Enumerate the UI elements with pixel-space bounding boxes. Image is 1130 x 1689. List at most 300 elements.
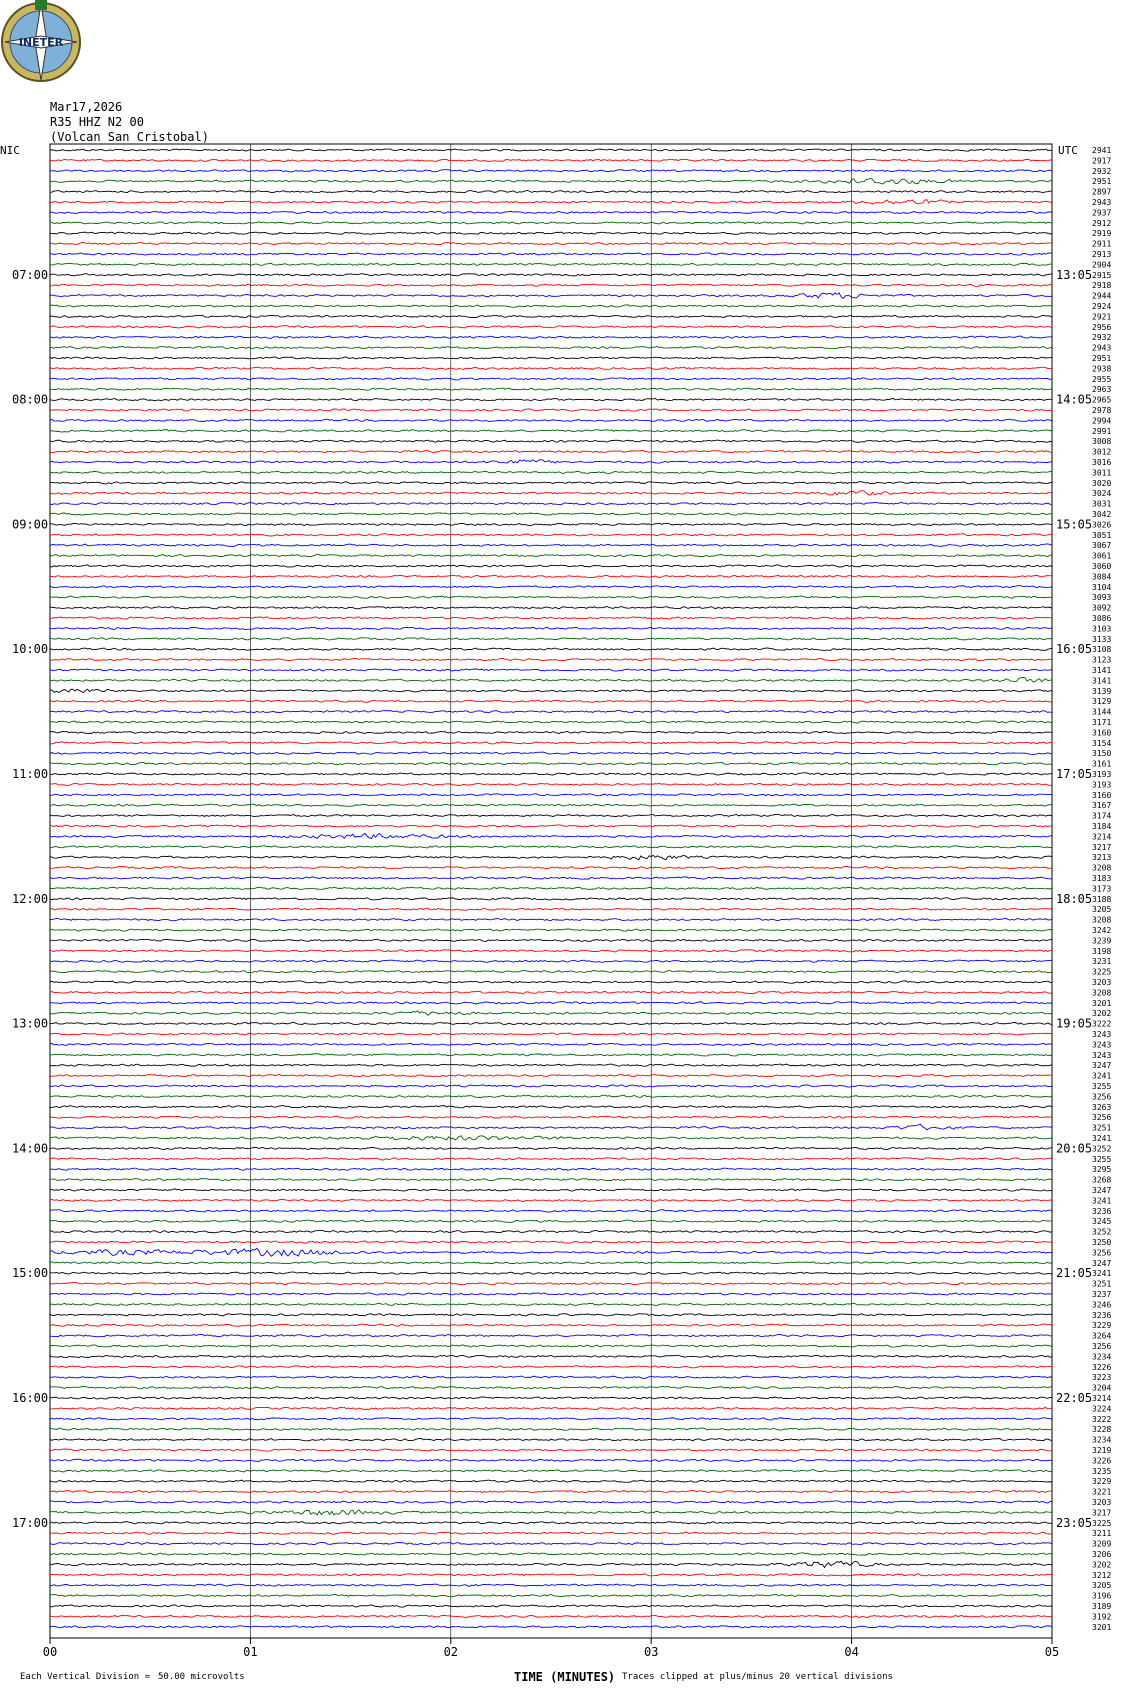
trace-row [50,482,1052,484]
left-hour-label: 15:00 [12,1266,49,1281]
right-zone-label: UTC [1058,144,1078,157]
row-value-label: 3202 [1092,1009,1112,1019]
row-value-label: 3196 [1092,1591,1112,1601]
trace-row [50,149,1052,151]
trace-row [50,1510,1052,1515]
row-value-label: 3160 [1092,790,1112,800]
left-hour-label: 10:00 [12,642,49,657]
trace-row [50,804,1052,806]
row-value-label: 3256 [1092,1248,1112,1258]
trace-row [50,1376,1052,1378]
row-value-label: 3225 [1092,967,1112,977]
row-value-label: 2965 [1092,395,1112,405]
trace-row [50,544,1052,546]
trace-row [50,200,1052,204]
row-value-label: 3239 [1092,936,1112,946]
row-value-label: 3241 [1092,1071,1112,1081]
trace-row [50,1085,1052,1087]
right-hour-label: 19:05 [1056,1016,1093,1031]
trace-row [50,1470,1052,1472]
trace-row [50,939,1052,941]
x-axis-title: TIME (MINUTES) [514,1670,616,1684]
row-value-label: 3093 [1092,593,1112,603]
row-value-label: 3247 [1092,1061,1112,1071]
x-tick-label: 02 [443,1645,459,1659]
row-value-label: 3092 [1092,603,1112,613]
trace-row [50,846,1052,848]
trace-row [50,1418,1052,1420]
row-value-label: 3183 [1092,874,1112,883]
row-value-label: 3189 [1092,1602,1112,1611]
trace-row [50,1407,1052,1409]
trace-row [50,1241,1052,1243]
trace-row [50,689,1052,692]
trace-row [50,1428,1052,1430]
row-value-label: 2918 [1092,281,1112,291]
row-value-label: 2921 [1092,312,1112,322]
trace-row [50,347,1052,349]
row-value-label: 3133 [1092,634,1112,644]
row-value-label: 2913 [1092,250,1112,259]
trace-row [50,1449,1052,1451]
row-value-label: 2994 [1092,416,1112,426]
row-value-label: 3188 [1092,894,1112,904]
row-value-label: 3160 [1092,728,1112,738]
row-value-label: 3235 [1092,1466,1112,1476]
row-value-label: 3251 [1092,1123,1112,1133]
trace-row [50,513,1052,515]
row-value-label: 3247 [1092,1258,1112,1268]
division-label: Each Vertical Division = [20,1672,151,1682]
row-value-label: 3229 [1092,1477,1112,1487]
row-value-label: 2951 [1092,177,1112,187]
left-zone-label: NIC [0,144,20,157]
row-value-label: 3144 [1092,707,1112,717]
row-value-label: 3173 [1092,884,1112,894]
row-value-label: 3219 [1092,1446,1112,1455]
right-hour-label: 20:05 [1056,1141,1093,1156]
row-value-label: 2956 [1092,322,1112,332]
trace-row [50,783,1052,785]
trace-row [50,178,1052,184]
clip-note: Traces clipped at plus/minus 20 vertical divisions [622,1672,893,1682]
trace-row [50,617,1052,619]
row-value-label: 2978 [1092,406,1112,415]
row-value-label: 3205 [1092,905,1112,915]
left-hour-label: 17:00 [12,1515,49,1530]
row-value-label: 3264 [1092,1331,1112,1341]
right-hour-label: 22:05 [1056,1391,1093,1405]
row-value-label: 3060 [1092,562,1112,571]
row-value-label: 3167 [1092,801,1112,811]
trace-row [50,648,1052,650]
trace-row [50,627,1052,629]
trace-row [50,1626,1052,1628]
trace-row [50,242,1052,244]
row-value-label: 3221 [1092,1487,1112,1497]
trace-row [50,1136,1052,1140]
row-value-label: 3150 [1092,749,1112,759]
trace-row [50,586,1052,588]
trace-row [50,1480,1052,1482]
row-value-label: 3214 [1092,1394,1112,1403]
trace-row [50,1262,1052,1264]
row-value-label: 3243 [1092,1040,1112,1050]
trace-row [50,222,1052,224]
row-value-label: 3247 [1092,1186,1112,1195]
row-value-label: 3198 [1092,946,1112,956]
row-value-label: 3236 [1092,1206,1112,1216]
trace-row [50,1168,1052,1170]
trace-row [50,253,1052,255]
row-value-label: 3026 [1092,520,1112,530]
row-value-label: 3108 [1092,645,1112,655]
row-value-label: 3205 [1092,1581,1112,1591]
trace-row [50,565,1052,567]
station-label: (Volcan San Cristobal) [50,130,209,144]
row-value-label: 3228 [1092,1425,1112,1435]
row-value-label: 2937 [1092,208,1112,218]
row-value-label: 3204 [1092,1383,1112,1393]
row-value-label: 3206 [1092,1550,1112,1559]
trace-row [50,1574,1052,1576]
row-value-label: 2911 [1092,239,1112,249]
row-value-label: 2932 [1092,333,1112,343]
row-value-label: 2915 [1092,270,1112,280]
trace-row [50,981,1052,983]
row-value-label: 3139 [1092,686,1112,696]
trace-row [50,596,1052,598]
left-hour-label: 08:00 [12,392,49,407]
row-value-label: 3012 [1092,447,1112,457]
row-value-label: 3011 [1092,468,1112,478]
row-value-label: 2951 [1092,354,1112,363]
row-value-label: 3020 [1092,478,1112,488]
row-value-label: 2924 [1092,302,1112,311]
trace-row [50,1334,1052,1336]
right-hour-label: 18:05 [1056,891,1093,906]
row-value-label: 3129 [1092,697,1112,707]
trace-row [50,1248,1052,1256]
row-value-label: 3203 [1092,978,1112,987]
row-value-label: 3184 [1092,822,1112,831]
row-value-label: 2932 [1092,166,1112,176]
trace-row [50,1303,1052,1305]
row-value-label: 3236 [1092,1310,1112,1320]
trace-row [50,460,1052,463]
trace-row [50,1532,1052,1534]
trace-row [50,1543,1052,1545]
trace-row [50,1210,1052,1212]
trace-row [50,159,1052,161]
trace-row [50,731,1052,733]
row-value-label: 2955 [1092,374,1112,384]
row-value-label: 3256 [1092,1342,1112,1351]
row-value-label: 3086 [1092,614,1112,623]
trace-row [50,378,1052,380]
trace-row [50,1605,1052,1607]
trace-row [50,232,1052,234]
trace-row [50,1106,1052,1108]
trace-row [50,523,1052,525]
x-tick-label: 03 [643,1645,659,1659]
trace-row [50,1043,1052,1045]
row-value-label: 3243 [1092,1030,1112,1039]
trace-row [50,908,1052,910]
row-value-label: 3256 [1092,1113,1112,1123]
row-value-label: 3237 [1092,1290,1112,1299]
division-value: 50.00 microvolts [158,1672,245,1682]
row-value-label: 3193 [1092,780,1112,790]
row-value-label: 3226 [1092,1362,1112,1372]
row-value-label: 3061 [1092,551,1112,561]
trace-row [50,293,1052,298]
trace-row [50,409,1052,411]
row-value-label: 2943 [1092,198,1112,207]
trace-row [50,471,1052,473]
row-value-label: 3251 [1092,1279,1112,1289]
row-value-label: 3224 [1092,1404,1112,1414]
row-value-label: 3154 [1092,738,1112,748]
row-value-label: 3016 [1092,458,1112,467]
trace-row [50,742,1052,744]
trace-row [50,1179,1052,1181]
trace-row [50,1230,1052,1232]
row-value-label: 3222 [1092,1414,1112,1424]
row-value-label: 3203 [1092,1498,1112,1507]
row-value-label: 3241 [1092,1134,1112,1143]
row-value-label: 3243 [1092,1050,1112,1060]
trace-row [50,677,1052,682]
row-value-label: 3241 [1092,1196,1112,1206]
row-value-label: 3234 [1092,1435,1112,1445]
left-hour-label: 07:00 [12,267,49,282]
trace-row [50,263,1052,265]
row-value-label: 3208 [1092,915,1112,925]
row-value-label: 3295 [1092,1165,1112,1175]
row-value-label: 3008 [1092,437,1112,447]
trace-row [50,898,1052,900]
row-value-label: 3214 [1092,832,1112,842]
row-value-label: 3208 [1092,988,1112,998]
trace-row [50,700,1052,702]
row-value-label: 3263 [1092,1102,1112,1112]
trace-row [50,762,1052,764]
row-value-label: 2919 [1092,229,1112,239]
row-value-label: 3213 [1092,853,1112,863]
row-value-label: 3123 [1092,655,1112,665]
trace-row [50,1116,1052,1118]
trace-row [50,1345,1052,1347]
row-value-label: 3084 [1092,572,1112,582]
trace-row [50,170,1052,172]
right-hour-label: 23:05 [1056,1515,1093,1530]
trace-row [50,1272,1052,1274]
trace-row [50,929,1052,931]
trace-row [50,450,1052,452]
row-value-label: 3202 [1092,1560,1112,1570]
date-label: Mar17,2026 [50,100,123,114]
trace-row [50,814,1052,816]
trace-row [50,419,1052,421]
trace-row [50,1584,1052,1586]
trace-row [50,855,1052,859]
row-value-label: 3242 [1092,926,1112,935]
trace-row [50,1075,1052,1077]
row-value-label: 3141 [1092,666,1112,675]
row-value-label: 3225 [1092,1518,1112,1528]
logo-text: INETER [18,36,64,49]
trace-row [50,367,1052,369]
trace-row [50,669,1052,671]
trace-row [50,752,1052,754]
trace-row [50,1459,1052,1461]
trace-row [50,191,1052,193]
x-tick-label: 04 [844,1645,859,1659]
right-hour-label: 13:05 [1056,267,1093,282]
trace-row [50,1189,1052,1191]
left-hour-label: 13:00 [12,1016,49,1031]
trace-row [50,877,1052,879]
row-value-label: 3241 [1092,1269,1112,1279]
row-value-label: 3209 [1092,1539,1112,1549]
trace-row [50,1054,1052,1056]
trace-row [50,1522,1052,1524]
row-value-label: 3104 [1092,582,1112,592]
row-value-label: 3208 [1092,863,1112,873]
row-value-label: 3222 [1092,1019,1112,1029]
trace-row [50,1615,1052,1617]
right-hour-label: 14:05 [1056,392,1093,407]
row-value-label: 3234 [1092,1352,1112,1362]
row-value-label: 3193 [1092,770,1112,779]
row-value-label: 3174 [1092,811,1112,821]
left-hour-label: 16:00 [12,1391,49,1405]
trace-row [50,1011,1052,1015]
trace-row [50,638,1052,640]
trace-row [50,1095,1052,1097]
trace-row [50,284,1052,286]
trace-row [50,1324,1052,1326]
row-value-label: 3268 [1092,1175,1112,1185]
trace-row [50,1293,1052,1295]
row-value-label: 3223 [1092,1373,1112,1383]
row-value-label: 2897 [1092,187,1112,197]
row-value-label: 2943 [1092,343,1112,353]
row-value-label: 3212 [1092,1570,1112,1580]
trace-row [50,721,1052,723]
row-value-label: 2991 [1092,426,1112,436]
trace-row [50,1438,1052,1440]
row-value-label: 2944 [1092,291,1112,301]
row-value-label: 2938 [1092,364,1112,374]
right-hour-label: 21:05 [1056,1266,1093,1281]
right-hour-label: 16:05 [1056,642,1093,657]
row-value-label: 3201 [1092,998,1112,1008]
trace-row [50,1064,1052,1066]
trace-row [50,274,1052,276]
trace-row [50,773,1052,775]
left-hour-label: 12:00 [12,891,49,906]
trace-row [50,555,1052,557]
trace-row [50,1501,1052,1503]
trace-row [50,1314,1052,1316]
row-value-label: 3042 [1092,510,1112,519]
trace-row [50,711,1052,713]
trace-row [50,575,1052,577]
row-value-label: 3211 [1092,1529,1112,1539]
x-tick-label: 05 [1044,1645,1060,1659]
trace-row [50,503,1052,505]
right-hour-label: 17:05 [1056,767,1093,781]
trace-row [50,950,1052,952]
trace-row [50,1553,1052,1555]
trace-row [50,305,1052,307]
trace-row [50,1022,1052,1024]
trace-row [50,1561,1052,1567]
trace-row [50,1124,1052,1129]
row-value-label: 3217 [1092,1508,1112,1518]
left-hour-label: 14:00 [12,1141,49,1156]
trace-row [50,1220,1052,1222]
row-value-label: 3141 [1092,676,1112,686]
trace-row [50,491,1052,495]
row-value-label: 2917 [1092,156,1112,166]
trace-row [50,388,1052,390]
trace-row [50,607,1052,609]
trace-row [50,833,1052,838]
trace-row [50,1283,1052,1285]
trace-row [50,336,1052,338]
row-value-label: 2963 [1092,385,1112,395]
trace-row [50,1491,1052,1493]
trace-row [50,1366,1052,1368]
trace-row [50,357,1052,359]
row-value-label: 3024 [1092,489,1112,499]
row-value-label: 3103 [1092,624,1112,634]
row-value-label: 3252 [1092,1227,1112,1237]
row-value-label: 2941 [1092,146,1112,155]
trace-row [50,919,1052,921]
trace-row [50,430,1052,432]
trace-row [50,1595,1052,1597]
trace-row [50,794,1052,796]
trace-row [50,1199,1052,1201]
row-value-label: 2904 [1092,260,1112,270]
row-value-label: 2912 [1092,218,1112,228]
row-value-label: 3255 [1092,1154,1112,1164]
row-value-label: 3161 [1092,759,1112,769]
row-value-label: 3067 [1092,541,1112,551]
row-value-label: 3255 [1092,1082,1112,1091]
row-value-label: 3217 [1092,842,1112,852]
x-tick-label: 01 [243,1645,258,1659]
trace-row [50,1158,1052,1160]
right-hour-label: 15:05 [1056,517,1093,532]
row-value-label: 3246 [1092,1300,1112,1310]
left-hour-label: 11:00 [12,767,49,781]
trace-row [50,658,1052,660]
trace-row [50,971,1052,973]
row-value-label: 3051 [1092,530,1112,540]
trace-row [50,315,1052,317]
row-value-label: 3031 [1092,499,1112,509]
trace-row [50,866,1052,868]
trace-row [50,1147,1052,1149]
row-value-label: 3256 [1092,1092,1112,1102]
row-value-label: 3201 [1092,1622,1112,1632]
x-tick-label: 00 [42,1645,58,1659]
